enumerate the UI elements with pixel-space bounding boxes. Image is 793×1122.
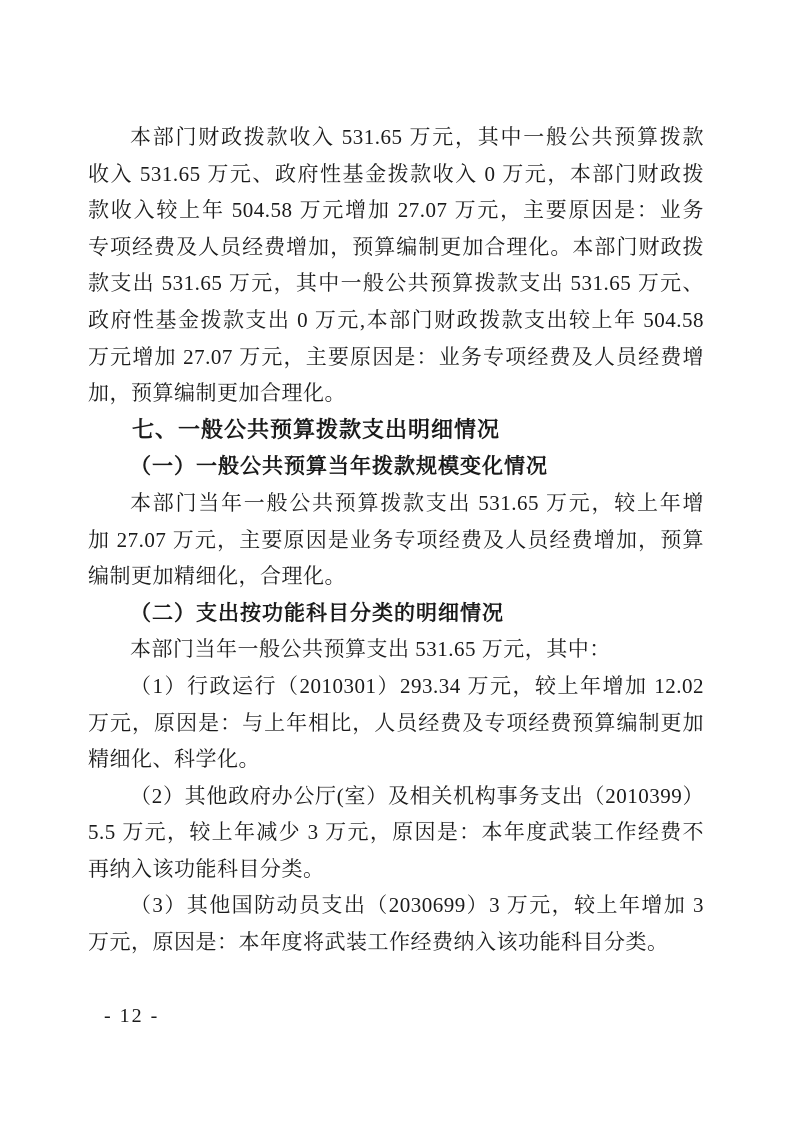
subsection-heading: （一）一般公共预算当年拨款规模变化情况 (130, 454, 548, 479)
body-line: 万元，原因是：与上年相比，人员经费及专项经费预算编制更加 (88, 710, 704, 735)
body-line: 款支出 531.65 万元，其中一般公共预算拨款支出 531.65 万元、 (88, 271, 704, 296)
body-line: 5.5 万元，较上年减少 3 万元，原因是：本年度武装工作经费不 (88, 820, 704, 845)
page-number: - 12 - (104, 1005, 160, 1027)
body-line: 编制更加精细化，合理化。 (88, 564, 346, 589)
section-heading: 七、一般公共预算拨款支出明细情况 (132, 416, 501, 442)
body-line: 政府性基金拨款支出 0 万元,本部门财政拨款支出较上年 504.58 (88, 307, 704, 332)
body-line: 万元，原因是：本年度将武装工作经费纳入该功能科目分类。 (88, 930, 669, 955)
body-line: 本部门当年一般公共预算支出 531.65 万元，其中： (130, 637, 611, 662)
body-line: （1）行政运行（2010301）293.34 万元，较上年增加 12.02 (130, 673, 704, 698)
text-content (88, 119, 704, 961)
body-line: 专项经费及人员经费增加，预算编制更加合理化。本部门财政拨 (88, 234, 704, 259)
body-line: 本部门当年一般公共预算拨款支出 531.65 万元，较上年增 (130, 490, 704, 515)
body-line: 本部门财政拨款收入 531.65 万元，其中一般公共预算拨款 (130, 125, 704, 149)
subsection-heading: （二）支出按功能科目分类的明细情况 (130, 600, 504, 625)
body-line: 万元增加 27.07 万元，主要原因是：业务专项经费及人员经费增 (88, 344, 704, 369)
body-line: （2）其他政府办公厅(室）及相关机构事务支出（2010399） (130, 783, 704, 808)
body-line: 再纳入该功能科目分类。 (88, 856, 325, 881)
body-line: 款收入较上年 504.58 万元增加 27.07 万元，主要原因是：业务 (88, 198, 704, 223)
body-line: 精细化、科学化。 (88, 747, 260, 772)
body-line: 收入 531.65 万元、政府性基金拨款收入 0 万元，本部门财政拨 (88, 161, 704, 186)
body-line: 加 27.07 万元，主要原因是业务专项经费及人员经费增加，预算 (88, 527, 704, 552)
body-line: 加，预算编制更加合理化。 (88, 381, 346, 406)
body-line: （3）其他国防动员支出（2030699）3 万元，较上年增加 3 (130, 893, 704, 918)
